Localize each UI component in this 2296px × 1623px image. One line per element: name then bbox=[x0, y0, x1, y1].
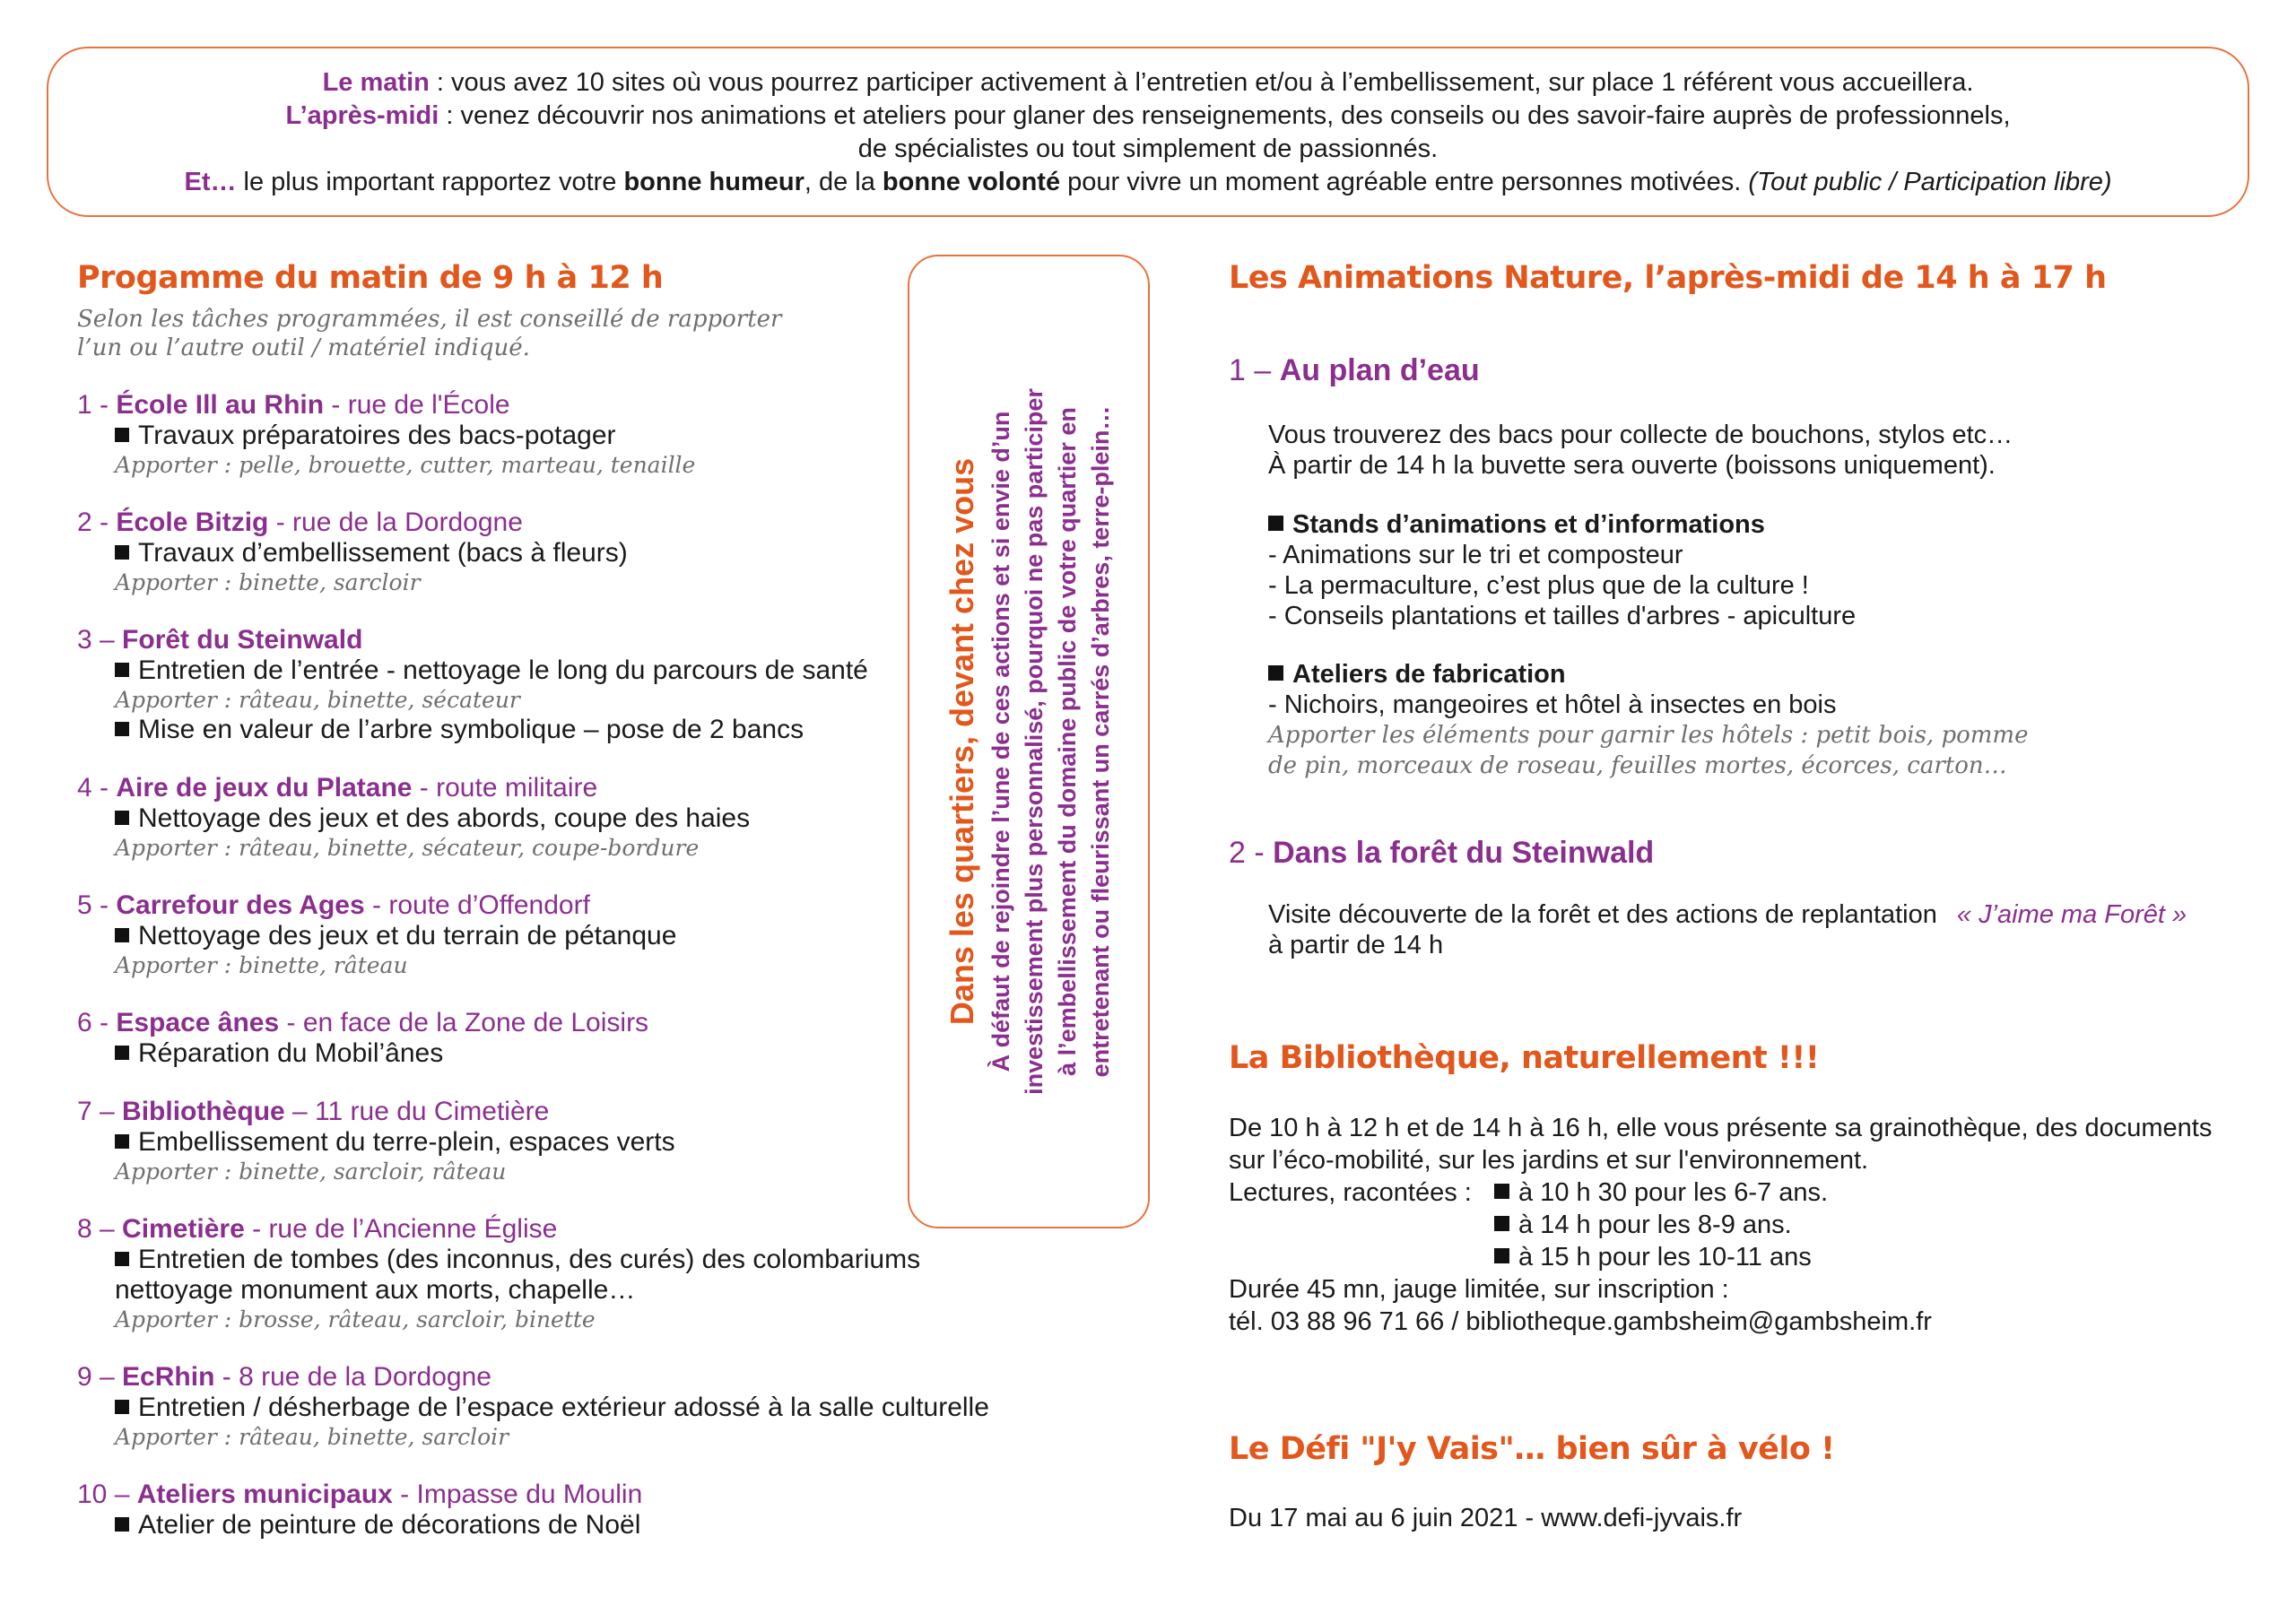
reading-item bbox=[1494, 1241, 1828, 1273]
site-place: - route militaire bbox=[412, 773, 598, 803]
site-place: - Impasse du Moulin bbox=[392, 1480, 643, 1509]
steinwald-quote: « J’aime ma Forêt » bbox=[1956, 900, 2187, 929]
site-title bbox=[77, 772, 1046, 803]
steinwald-line-1-text: Visite découverte de la forêt et des actions de replantation bbox=[1268, 900, 1937, 929]
site-number: 4 - bbox=[77, 773, 117, 803]
site-place: - rue de l'École bbox=[324, 390, 510, 420]
site-name: Cimetière bbox=[122, 1214, 245, 1244]
morning-program bbox=[77, 305, 1046, 1567]
task-text: Travaux préparatoires des bacs-potager bbox=[138, 421, 616, 450]
site-name: École Ill au Rhin bbox=[116, 390, 325, 420]
library-title: La Bibliothèque, naturellement !!! bbox=[1229, 1040, 1820, 1076]
library-contact: tél. 03 88 96 71 66 / bibliotheque.gambsheim@gambsheim.fr bbox=[1229, 1307, 1932, 1336]
neighborhood-line-3: à l’embellissement du domaine public de votre quartier en bbox=[1054, 407, 1081, 1076]
site-title bbox=[77, 890, 1046, 921]
site-number: 3 – bbox=[77, 625, 123, 655]
site-1 bbox=[77, 389, 1046, 480]
square-bullet-icon bbox=[1268, 665, 1283, 681]
ateliers-title bbox=[1268, 659, 2028, 690]
site-title bbox=[77, 1213, 1046, 1245]
square-bullet-icon bbox=[115, 1252, 129, 1266]
site-number: 6 - bbox=[77, 1008, 117, 1037]
neighborhood-text bbox=[940, 284, 1118, 1199]
intro-bonne-volonte: bonne volonté bbox=[882, 168, 1061, 196]
site-task bbox=[77, 921, 1046, 951]
section-name: Dans la forêt du Steinwald bbox=[1273, 836, 1655, 870]
site-task bbox=[77, 803, 1046, 834]
plan-eau-line-2: À partir de 14 h la buvette sera ouverte (boissons uniquement). bbox=[1268, 451, 1996, 480]
square-bullet-icon bbox=[115, 1400, 129, 1414]
site-name: Aire de jeux du Platane bbox=[116, 773, 413, 803]
site-task bbox=[77, 1510, 1046, 1541]
section-number: 1 – bbox=[1229, 353, 1280, 387]
intro-morning-label: Le matin bbox=[322, 68, 430, 97]
task-text: Nettoyage des jeux et des abords, coupe des haies bbox=[138, 803, 751, 833]
site-8 bbox=[77, 1213, 1046, 1334]
stands-title-text: Stands d’animations et d’informations bbox=[1292, 510, 1765, 539]
site-4 bbox=[77, 772, 1046, 863]
intro-line-3: de spécialistes ou tout simplement de passionnés. bbox=[857, 135, 1439, 163]
ateliers-bring-line-1: Apporter les éléments pour garnir les hôtels : petit bois, pomme bbox=[1268, 722, 2029, 749]
site-name: EcRhin bbox=[122, 1362, 215, 1392]
site-6 bbox=[77, 1007, 1046, 1069]
site-name: Bibliothèque bbox=[122, 1097, 285, 1126]
site-place: - 8 rue de la Dordogne bbox=[214, 1362, 491, 1392]
stands-title bbox=[1268, 509, 1856, 540]
square-bullet-icon bbox=[1494, 1216, 1509, 1231]
site-task bbox=[77, 1393, 1046, 1423]
reading-item bbox=[1494, 1209, 1828, 1241]
stands-item: - La permaculture, c’est plus que de la culture ! bbox=[1268, 571, 1809, 600]
reading-text: à 10 h 30 pour les 6-7 ans. bbox=[1518, 1178, 1829, 1207]
reading-item bbox=[1494, 1176, 1828, 1209]
stands-item: - Conseils plantations et tailles d'arbres - apiculture bbox=[1268, 602, 1857, 630]
site-title bbox=[77, 1479, 1046, 1510]
site-name: Ateliers municipaux bbox=[136, 1480, 393, 1509]
steinwald-line-1 bbox=[1268, 899, 2187, 930]
site-bring: Apporter : binette, sarcloir, râteau bbox=[115, 1159, 507, 1185]
intro-et-label: Et… bbox=[184, 168, 237, 196]
neighborhood-line-1: À défaut de rejoindre l’une de ces actions et si envie d’un bbox=[987, 411, 1014, 1072]
site-7 bbox=[77, 1096, 1046, 1186]
morning-note bbox=[77, 305, 1046, 362]
square-bullet-icon bbox=[115, 1134, 129, 1149]
library-readings-label: Lectures, racontées : bbox=[1229, 1178, 1472, 1207]
morning-note-line-2: l’un ou l’autre outil / matériel indiqué. bbox=[77, 334, 530, 361]
task-text: Travaux d’embellissement (bacs à fleurs) bbox=[138, 538, 628, 568]
site-place: - en face de la Zone de Loisirs bbox=[279, 1008, 649, 1037]
site-number: 10 – bbox=[77, 1480, 137, 1509]
site-title bbox=[77, 624, 1046, 655]
site-task bbox=[77, 1245, 1046, 1275]
site-title bbox=[77, 1361, 1046, 1393]
library-duration: Durée 45 mn, jauge limitée, sur inscription : bbox=[1229, 1275, 1729, 1304]
intro-afternoon-text: : venez découvrir nos animations et ateliers pour glaner des renseignements, des conseils ou des savoir-faire auprès de professionnels, bbox=[439, 101, 2011, 130]
ateliers-item: - Nichoirs, mangeoires et hôtel à insectes en bois bbox=[1268, 690, 1837, 719]
site-name: Carrefour des Ages bbox=[116, 890, 365, 920]
task-text: Entretien / désherbage de l’espace extérieur adossé à la salle culturelle bbox=[138, 1393, 989, 1422]
site-number: 5 - bbox=[77, 890, 117, 920]
site-10 bbox=[77, 1479, 1046, 1541]
intro-bonne-humeur: bonne humeur bbox=[623, 168, 804, 196]
library-line-2: sur l’éco-mobilité, sur les jardins et sur l'environnement. bbox=[1229, 1146, 1869, 1175]
library-readings-list bbox=[1494, 1176, 1828, 1273]
site-title bbox=[77, 1007, 1046, 1038]
site-place: - rue de l’Ancienne Église bbox=[244, 1214, 558, 1244]
task-text: Atelier de peinture de décorations de Noël bbox=[138, 1510, 641, 1540]
square-bullet-icon bbox=[115, 428, 129, 442]
site-name: Espace ânes bbox=[116, 1008, 280, 1037]
stands-item: - Animations sur le tri et composteur bbox=[1268, 541, 1683, 569]
intro-morning-text: : vous avez 10 sites où vous pourrez participer activement à l’entretien et/ou à l’embellissement, sur place 1 référent vous accueillera. bbox=[429, 68, 1974, 97]
square-bullet-icon bbox=[115, 811, 129, 825]
ateliers-title-text: Ateliers de fabrication bbox=[1292, 660, 1566, 689]
site-number: 1 - bbox=[77, 390, 117, 420]
site-2 bbox=[77, 507, 1046, 597]
intro-text-c: , de la bbox=[804, 168, 883, 196]
intro-text-e: pour vivre un moment agréable entre personnes motivées. bbox=[1060, 168, 1749, 196]
intro-line-1 bbox=[48, 66, 2248, 100]
site-place: - route d’Offendorf bbox=[364, 890, 590, 920]
site-bring: Apporter : râteau, binette, sarcloir bbox=[115, 1424, 509, 1450]
section-number: 2 - bbox=[1229, 836, 1274, 870]
library-readings bbox=[1229, 1176, 2212, 1273]
site-task bbox=[77, 1127, 1046, 1158]
site-task-continued: nettoyage monument aux morts, chapelle… bbox=[115, 1275, 636, 1305]
task-text: Nettoyage des jeux et du terrain de pétanque bbox=[138, 921, 677, 950]
site-task bbox=[77, 538, 1046, 568]
task-text: Réparation du Mobil’ânes bbox=[138, 1038, 444, 1068]
reading-text: à 15 h pour les 10-11 ans bbox=[1518, 1243, 1812, 1271]
site-title bbox=[77, 507, 1046, 538]
site-9 bbox=[77, 1361, 1046, 1452]
site-name: Forêt du Steinwald bbox=[122, 625, 363, 655]
morning-title: Progamme du matin de 9 h à 12 h bbox=[77, 260, 664, 296]
site-task bbox=[77, 421, 1046, 451]
square-bullet-icon bbox=[115, 928, 129, 942]
square-bullet-icon bbox=[1268, 516, 1283, 531]
neighborhood-box bbox=[908, 255, 1150, 1228]
intro-text-a: le plus important rapportez votre bbox=[236, 168, 624, 196]
site-number: 8 – bbox=[77, 1214, 123, 1244]
square-bullet-icon bbox=[1494, 1248, 1509, 1263]
reading-text: à 14 h pour les 8-9 ans. bbox=[1518, 1211, 1792, 1239]
neighborhood-title: Dans les quartiers, devant chez vous bbox=[944, 457, 980, 1026]
site-number: 2 - bbox=[77, 508, 117, 537]
steinwald-line-2: à partir de 14 h bbox=[1268, 931, 1444, 959]
intro-line-2 bbox=[48, 100, 2248, 133]
site-place: – 11 rue du Cimetière bbox=[284, 1097, 550, 1126]
task-text: Mise en valeur de l’arbre symbolique – pose de 2 bancs bbox=[138, 715, 804, 744]
square-bullet-icon bbox=[115, 722, 129, 736]
defi-line: Du 17 mai au 6 juin 2021 - www.defi-jyvais.fr bbox=[1229, 1504, 1743, 1532]
task-text: Entretien de tombes (des inconnus, des curés) des colombariums bbox=[138, 1245, 921, 1274]
site-bring: Apporter : râteau, binette, sécateur, coupe-bordure bbox=[115, 835, 700, 861]
ateliers-section bbox=[1268, 659, 2028, 781]
intro-afternoon-label: L’après-midi bbox=[285, 101, 439, 130]
site-title bbox=[77, 1096, 1046, 1127]
square-bullet-icon bbox=[1494, 1184, 1509, 1199]
site-bring: Apporter : brosse, râteau, sarcloir, binette bbox=[115, 1306, 596, 1332]
intro-box bbox=[47, 47, 2249, 217]
plan-eau-line-1: Vous trouverez des bacs pour collecte de bouchons, stylos etc… bbox=[1268, 421, 2013, 449]
plan-eau-text bbox=[1268, 420, 2013, 481]
square-bullet-icon bbox=[115, 663, 129, 677]
square-bullet-icon bbox=[115, 1046, 129, 1060]
site-place: - rue de la Dordogne bbox=[268, 508, 523, 537]
plan-eau-title bbox=[1229, 353, 1480, 388]
site-bring: Apporter : râteau, binette, sécateur bbox=[115, 687, 520, 713]
site-title bbox=[77, 389, 1046, 421]
site-5 bbox=[77, 890, 1046, 980]
square-bullet-icon bbox=[115, 1517, 129, 1532]
site-name: École Bitzig bbox=[116, 508, 269, 537]
morning-note-line-1: Selon les tâches programmées, il est conseillé de rapporter bbox=[77, 306, 782, 333]
stands-section bbox=[1268, 509, 1856, 631]
site-bring: Apporter : binette, sarcloir bbox=[115, 569, 421, 595]
intro-public-note: (Tout public / Participation libre) bbox=[1748, 168, 2112, 196]
neighborhood-line-4: entretenant ou fleurissant un carrés d’arbres, terre-plein… bbox=[1087, 405, 1114, 1078]
site-3 bbox=[77, 624, 1046, 745]
neighborhood-line-2: investissement plus personnalisé, pourquoi ne pas participer bbox=[1021, 388, 1048, 1095]
site-number: 9 – bbox=[77, 1362, 123, 1392]
site-task bbox=[77, 715, 1046, 745]
defi-title: Le Défi "J'y Vais"… bien sûr à vélo ! bbox=[1229, 1431, 1835, 1467]
steinwald-text bbox=[1268, 899, 2187, 960]
library-text bbox=[1229, 1112, 2212, 1338]
section-name: Au plan d’eau bbox=[1279, 353, 1480, 387]
site-bring: Apporter : binette, râteau bbox=[115, 952, 408, 978]
steinwald-title bbox=[1229, 836, 1654, 871]
site-number: 7 – bbox=[77, 1097, 123, 1126]
site-task bbox=[77, 1038, 1046, 1069]
site-task bbox=[77, 655, 1046, 686]
site-bring: Apporter : pelle, brouette, cutter, marteau, tenaille bbox=[115, 452, 696, 478]
intro-line-4 bbox=[48, 166, 2248, 199]
ateliers-bring-line-2: de pin, morceaux de roseau, feuilles mortes, écorces, carton… bbox=[1268, 752, 2007, 779]
task-text: Entretien de l’entrée - nettoyage le long du parcours de santé bbox=[138, 655, 868, 685]
task-text: Embellissement du terre-plein, espaces verts bbox=[138, 1127, 675, 1157]
library-line-1: De 10 h à 12 h et de 14 h à 16 h, elle vous présente sa grainothèque, des documents bbox=[1229, 1114, 2213, 1142]
afternoon-title: Les Animations Nature, l’après-midi de 14 h à 17 h bbox=[1229, 260, 2107, 296]
square-bullet-icon bbox=[115, 545, 129, 560]
